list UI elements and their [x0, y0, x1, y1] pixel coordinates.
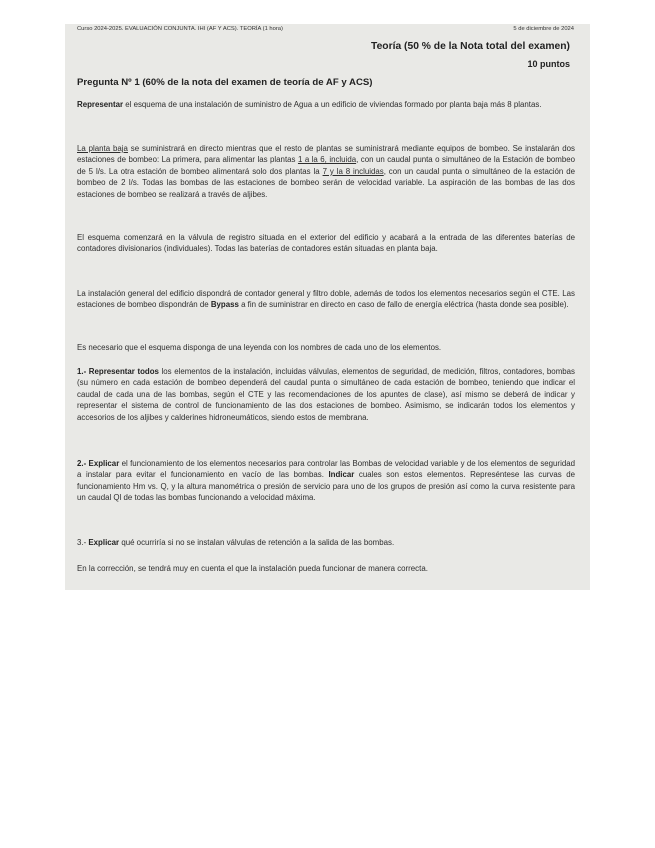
- exam-sheet: [65, 24, 590, 590]
- underlined-term: 7 y la 8 incluidas: [322, 166, 384, 176]
- paragraph-text: el esquema de una instalación de suministro de Agua a un edificio de viviendas formado por planta baja más 8 plantas.: [123, 100, 542, 109]
- paragraph-represent: [77, 99, 575, 110]
- bold-term: Representar: [77, 100, 124, 109]
- bold-term: 1.- Representar todos: [77, 367, 159, 376]
- paragraph-text: cuales son estos elementos. Represéntese las curvas de funcionamiento Hm vs. Q, y la altura manométrica o presión de servicio para uno de los grupos de presión así como la curva resistente para un caudal Ql de todas las bombas funcionando a velocidad máxima.: [77, 470, 575, 503]
- exam-date: 5 de diciembre de 2024: [513, 26, 574, 32]
- paragraph-item-2: [77, 458, 575, 504]
- paragraph-item-1: [77, 366, 575, 423]
- question-heading: Pregunta Nº 1 (60% de la nota del examen de teoría de AF y ACS): [77, 77, 373, 88]
- paragraph-general-installation: [77, 288, 575, 311]
- paragraph-item-3: [77, 537, 575, 548]
- bold-term: 2.- Explicar: [77, 459, 120, 468]
- paragraph-text: , con un caudal punta o simultáneo de la Estación de bombeo de 5 l/s. La otra estación de bombeo alimentará solo dos plantas la: [77, 155, 576, 176]
- paragraph-text: el funcionamiento de los elementos necesarios para controlar las Bombas de velocidad variable y de los elementos de seguridad a instalar para evitar el funcionamiento en vacío de las bombas.: [77, 459, 575, 480]
- paragraph-text: los elementos de la instalación, incluidas válvulas, elementos de seguridad, de medición, filtros, contadores, bombas (su número en cada estación de bombeo dependerá del caudal punta o simultáneo de cada estación de bombeo, teniendo que indicar el caudal de cada una de las bombas, según el CTE y las recomendaciones de los apuntes de clase), así mismo se deberá de indicar y representar el sistema de control de funcionamiento de las dos estaciones de bombeo. Asimismo, se indicarán todos los elementos y accesorios de los aljibes y calderines hidroneumáticos, siendo estos de membrana.: [77, 367, 575, 422]
- paragraph-pumping: [77, 143, 575, 200]
- paragraph-text: a fin de suministrar en directo en caso de fallo de energía eléctrica (hasta donde sea posible).: [238, 300, 569, 310]
- course-header: Curso 2024-2025. EVALUACIÓN CONJUNTA. IHI (AF Y ACS). TEORÍA (1 hora): [77, 26, 283, 32]
- paragraph-text: La instalación general del edificio dispondrá de contador general y filtro doble, además de todos los elementos necesarios según el CTE. Las estaciones de bombeo dispondrán de: [77, 289, 575, 310]
- paragraph-text: se suministrará en directo mientras que el resto de plantas se suministrará mediante equipos de bombeo. Se instalarán dos estaciones de bombeo: La primera, para alimentar las plantas: [77, 144, 575, 165]
- section-title: Teoría (50 % de la Nota total del examen): [371, 41, 570, 52]
- bold-term: Explicar: [88, 538, 120, 547]
- paragraph-text: , con un caudal punta o simultáneo de la estación de bombeo de 2 l/s. Todas las bombas de las estaciones de bombeo serán de velocidad variable. La aspiración de las bombas de las dos estaciones de bombeo se realizará a través de aljibes.: [77, 166, 575, 199]
- bold-term: Indicar: [328, 470, 355, 480]
- bold-term: Bypass: [210, 300, 239, 310]
- underlined-term: La planta baja: [77, 144, 128, 153]
- paragraph-scheme-start: El esquema comenzará en la válvula de registro situada en el exterior del edificio y acabará a la entrada de las diferentes baterías de contadores divisionarios (individuales). Todas las baterías de contadores están situadas en planta baja.: [77, 233, 575, 254]
- paragraph-legend: Es necesario que el esquema disponga de una leyenda con los nombres de cada uno de los elementos.: [77, 343, 442, 352]
- points-label: 10 puntos: [527, 59, 570, 69]
- paragraph-text: qué ocurriría si no se instalan válvulas de retención a la salida de las bombas.: [119, 538, 395, 547]
- paragraph-grading-note: En la corrección, se tendrá muy en cuenta el que la instalación pueda funcionar de manera correcta.: [77, 564, 428, 573]
- paragraph-text: 3.-: [77, 538, 89, 547]
- underlined-term: 1 a la 6, incluida: [297, 155, 357, 165]
